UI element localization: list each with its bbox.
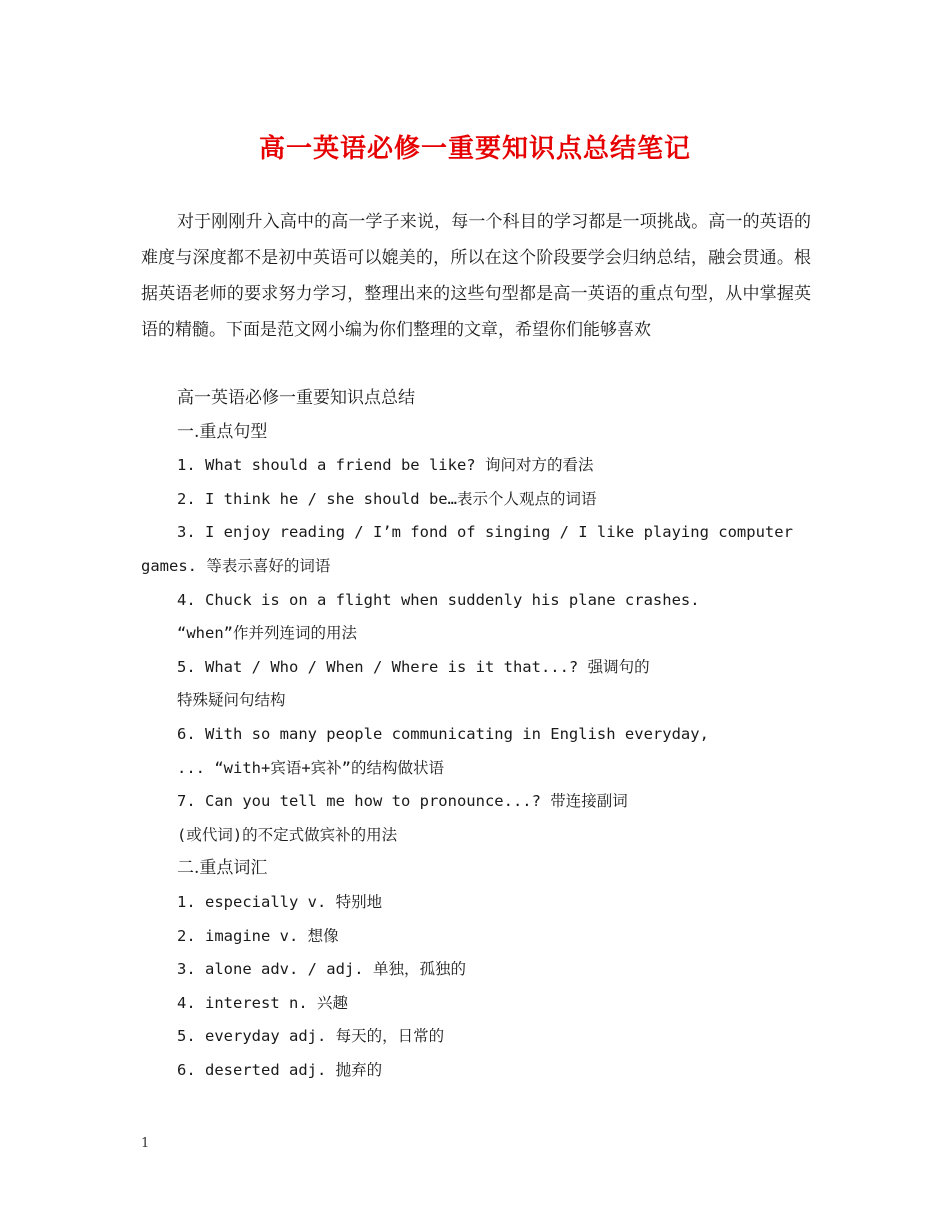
content-line: 2. I think he / she should be…表示个人观点的词语 xyxy=(177,489,597,508)
document-title: 高一英语必修一重要知识点总结笔记 xyxy=(258,134,691,164)
content-line: 4. Chuck is on a flight when suddenly his plane crashes. xyxy=(177,590,700,609)
vocab-item: 3. alone adv. / adj. 单独，孤独的 xyxy=(177,960,466,979)
content-line: 6. With so many people communicating in English everyday, xyxy=(177,724,709,743)
vocab-item: 5. everyday adj. 每天的，日常的 xyxy=(177,1027,445,1046)
content-line: “when”作并列连词的用法 xyxy=(177,624,357,643)
vocab-item: 2. imagine v. 想像 xyxy=(177,926,339,945)
vocab-item: 1. especially v. 特别地 xyxy=(177,892,383,911)
content-line: 1. What should a friend be like? 询问对方的看法 xyxy=(177,456,594,475)
vocab-item: 6. deserted adj. 抛弃的 xyxy=(177,1060,383,1079)
intro-paragraph: 对于刚刚升入高中的高一学子来说，每一个科目的学习都是一项挑战。高一的英语的难度与深度都不是初中英语可以媲美的，所以在这个阶段要学会归纳总结，融会贯通。根据英语老师的要求努力学习，整理出来的这些句型都是高一英语的重点句型，从中掌握英语的精髓。下面是范文网小编为你们整理的文章，希望你们能够喜欢 xyxy=(141,212,811,340)
content-line: games. 等表示喜好的词语 xyxy=(141,556,331,575)
content-line: 7. Can you tell me how to pronounce...? 带连接副词 xyxy=(177,792,628,811)
content-line: (或代词)的不定式做宾补的用法 xyxy=(177,825,398,844)
vocab-item: 4. interest n. 兴趣 xyxy=(177,993,348,1012)
content-line: ... “with+宾语+宾补”的结构做状语 xyxy=(177,758,444,777)
page-number: 1 xyxy=(141,1136,150,1151)
content-line: 特殊疑问句结构 xyxy=(177,691,286,710)
subsection-heading: 一.重点句型 xyxy=(177,421,268,442)
section-heading: 高一英语必修一重要知识点总结 xyxy=(177,388,415,408)
content-lines xyxy=(141,382,821,1087)
content-line: 3. I enjoy reading / I’m fond of singing / I like playing computer xyxy=(177,523,793,542)
subsection-heading: 二.重点词汇 xyxy=(177,858,268,879)
content-line: 5. What / Who / When / Where is it that...? 强调句的 xyxy=(177,657,650,676)
